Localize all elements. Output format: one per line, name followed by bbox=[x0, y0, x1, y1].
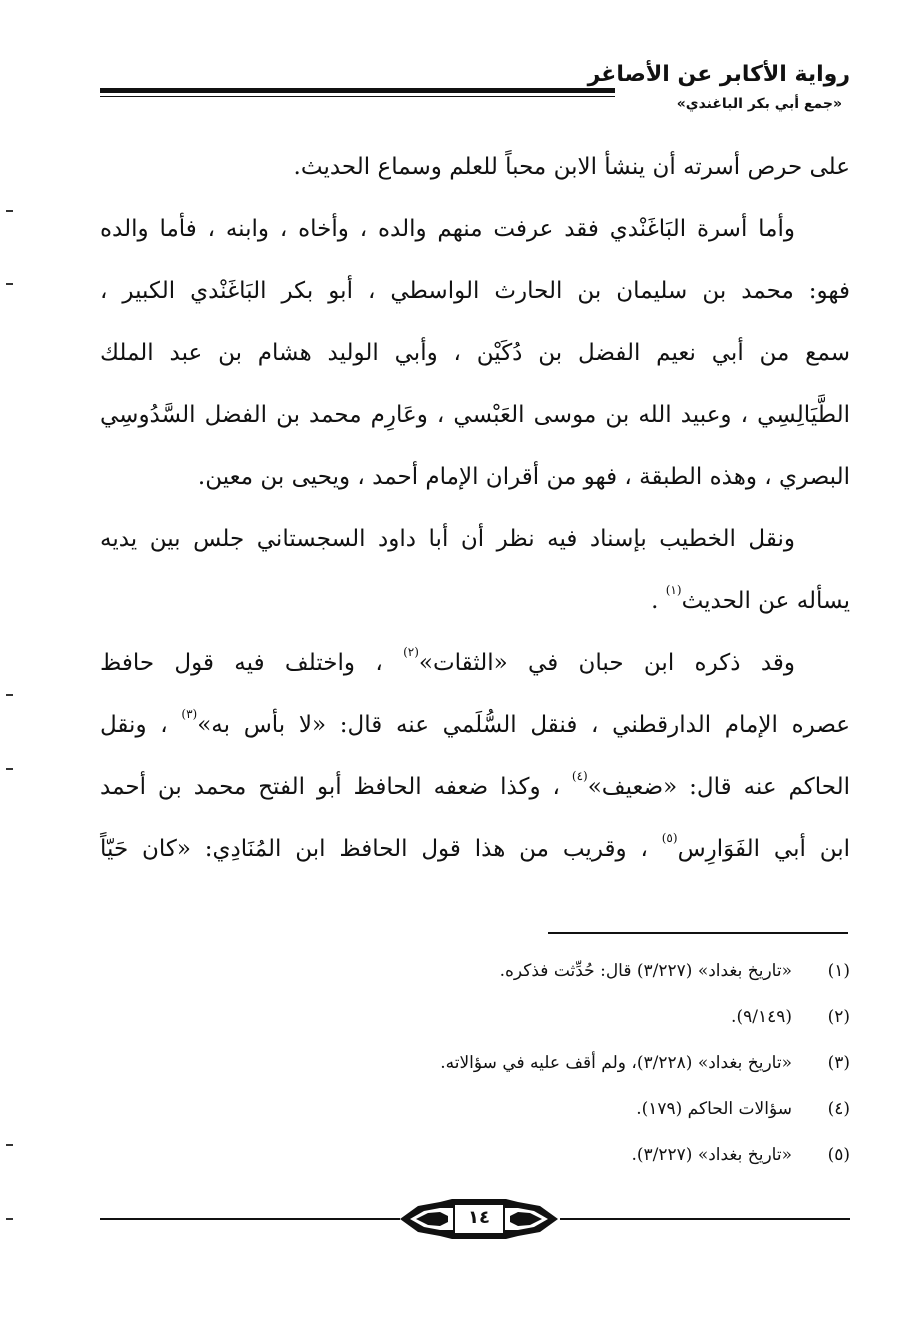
footnote-number: (٤) bbox=[827, 1099, 850, 1119]
footnote bbox=[100, 1086, 850, 1132]
scan-mark bbox=[6, 283, 13, 285]
paragraph-line: ونقل الخطيب بإسناد فيه نظر أن أبا داود السجستاني جلس بين يديه bbox=[100, 526, 795, 552]
paragraph-line: يسأله عن الحديث$^{(١)}$ . bbox=[651, 583, 850, 614]
scan-mark bbox=[6, 210, 13, 212]
book-subtitle: «جمع أبي بكر الباغندي» bbox=[676, 96, 842, 112]
footnote bbox=[100, 1040, 850, 1086]
footnote-ref: (٤) bbox=[571, 769, 588, 783]
paragraph-line: الحاكم عنه قال: «ضعيف»$^{(٤)}$ ، وكذا ضعفه الحافظ أبو الفتح محمد بن أحمد bbox=[100, 769, 851, 800]
paragraph-line: وقد ذكره ابن حبان في «الثقات»$^{(٢)}$ ، واختلف فيه قول حافظ bbox=[100, 645, 795, 676]
footnote bbox=[100, 1132, 850, 1178]
scan-mark bbox=[6, 768, 13, 770]
footnote bbox=[100, 948, 850, 994]
footnote-ref: (٢) bbox=[403, 645, 419, 659]
paragraph-line: سمع من أبي نعيم الفضل بن دُكَيْن ، وأبي الوليد هشام بن عبد الملك bbox=[100, 340, 850, 366]
footnote-ref: (٣) bbox=[181, 707, 198, 721]
page-footer bbox=[100, 1196, 850, 1246]
footnote-separator bbox=[548, 932, 848, 934]
paragraph-line: البصري ، وهذه الطبقة ، فهو من أقران الإمام أحمد ، ويحيى بن معين. bbox=[197, 464, 850, 490]
paragraph-line: وأما أسرة البَاغَنْدي فقد عرفت منهم والده ، وأخاه ، وابنه ، فأما والده bbox=[100, 216, 795, 242]
footnote-number: (٥) bbox=[827, 1145, 850, 1165]
scan-mark bbox=[6, 1144, 13, 1146]
paragraph-line: على حرص أسرته أن ينشأ الابن محباً للعلم وسماع الحديث. bbox=[293, 154, 850, 180]
footnote-text: «تاريخ بغداد» (٣/٢٢٧). bbox=[631, 1145, 792, 1165]
main-text bbox=[100, 136, 850, 880]
footnote-number: (٣) bbox=[827, 1053, 850, 1073]
header-rule-thin bbox=[100, 96, 615, 97]
footer-rule-right bbox=[560, 1218, 850, 1220]
footnote-ref: (١) bbox=[665, 583, 682, 597]
footnote-ref: (٥) bbox=[661, 831, 678, 845]
footnote-text: (٩/١٤٩). bbox=[731, 1007, 792, 1027]
footer-rule-left bbox=[100, 1218, 400, 1220]
paragraph-line: ابن أبي الفَوَارِس$^{(٥)}$ ، وقريب من هذا قول الحافظ ابن المُنَادِي: «كان حَيّاً bbox=[100, 831, 850, 862]
header-rule bbox=[100, 88, 615, 93]
page-number-ornament bbox=[396, 1196, 562, 1242]
book-title: رواية الأكابر عن الأصاغر bbox=[587, 62, 850, 87]
footnote-number: (١) bbox=[827, 961, 850, 981]
footnote-text: سؤالات الحاكم (١٧٩). bbox=[636, 1099, 792, 1119]
footnotes bbox=[100, 948, 850, 1178]
footnote-number: (٢) bbox=[827, 1007, 850, 1027]
running-header bbox=[100, 62, 850, 122]
scan-mark bbox=[6, 1218, 13, 1220]
paragraph-line: الطَّيَالِسِي ، وعبيد الله بن موسى العَبْسي ، وعَارِم محمد بن الفضل السَّدُوسِي bbox=[100, 402, 850, 428]
footnote-text: «تاريخ بغداد» (٣/٢٢٧) قال: حُدِّثت فذكره. bbox=[499, 961, 792, 981]
paragraph-line: عصره الإمام الدارقطني ، فنقل السُّلَمي عنه قال: «لا بأس به»$^{(٣)}$ ، ونقل bbox=[100, 707, 850, 738]
paragraph-line: فهو: محمد بن سليمان بن الحارث الواسطي ، أبو بكر البَاغَنْدي الكبير ، bbox=[100, 278, 850, 304]
page-number: ١٤ bbox=[468, 1207, 490, 1228]
scan-mark bbox=[6, 694, 13, 696]
footnote-text: «تاريخ بغداد» (٣/٢٢٨)، ولم أقف عليه في سؤالاته. bbox=[440, 1053, 792, 1073]
footnote bbox=[100, 994, 850, 1040]
